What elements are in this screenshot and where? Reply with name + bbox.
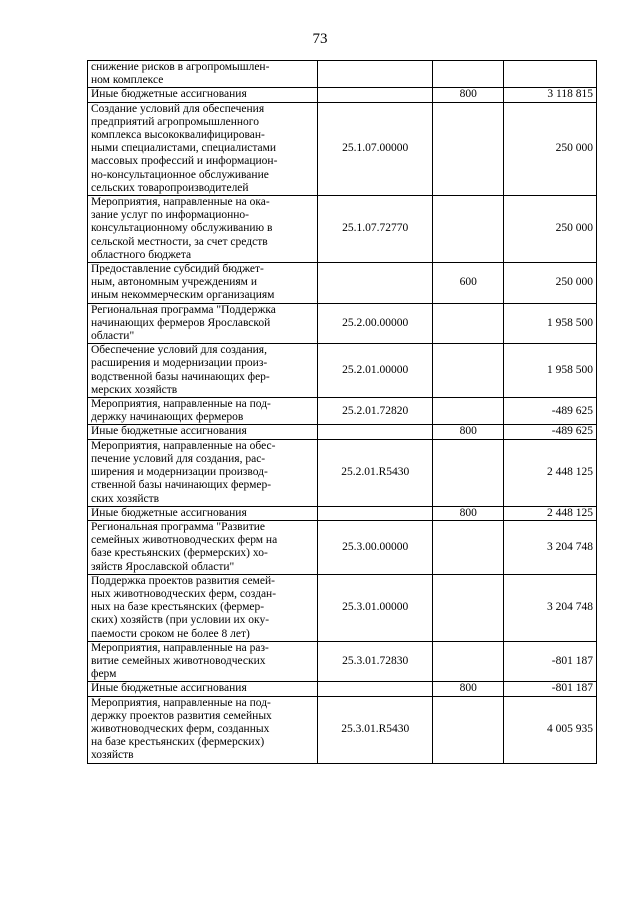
row-amount-cell: -489 625 bbox=[503, 425, 596, 439]
row-type-cell: 800 bbox=[433, 425, 504, 439]
row-code-cell: 25.3.01.R5430 bbox=[317, 696, 432, 763]
table-row bbox=[88, 263, 597, 304]
row-amount-cell: 250 000 bbox=[503, 102, 596, 195]
table-row bbox=[88, 641, 597, 682]
row-name-cell: Обеспечение условий для создания, расширения и модернизации произ- водственной базы начинающих фер- мерских хозяйств bbox=[88, 344, 318, 398]
row-code-cell bbox=[317, 506, 432, 520]
row-amount-cell: 4 005 935 bbox=[503, 696, 596, 763]
table-row bbox=[88, 88, 597, 102]
row-amount-cell: 1 958 500 bbox=[503, 303, 596, 344]
row-type-cell bbox=[433, 398, 504, 425]
row-name-cell: Мероприятия, направленные на ока- зание услуг по информационно- консультационному обслуживанию в сельской местности, за счет средств областного бюджета bbox=[88, 196, 318, 263]
row-code-cell bbox=[317, 425, 432, 439]
row-code-cell: 25.1.07.72770 bbox=[317, 196, 432, 263]
row-name-cell: Региональная программа "Развитие семейных животноводческих ферм на базе крестьянских (фермерских) хо- зяйств Ярославской области" bbox=[88, 520, 318, 574]
row-amount-cell: 3 204 748 bbox=[503, 574, 596, 641]
budget-table-body bbox=[88, 61, 597, 764]
row-amount-cell: -489 625 bbox=[503, 398, 596, 425]
row-code-cell: 25.3.01.00000 bbox=[317, 574, 432, 641]
row-amount-cell bbox=[503, 61, 596, 88]
table-row bbox=[88, 196, 597, 263]
table-row bbox=[88, 520, 597, 574]
row-name-cell: Иные бюджетные ассигнования bbox=[88, 506, 318, 520]
table-row bbox=[88, 682, 597, 696]
row-name-cell: Предоставление субсидий бюджет- ным, автономным учреждениям и иным некоммерческим организациям bbox=[88, 263, 318, 304]
row-name-cell: Иные бюджетные ассигнования bbox=[88, 88, 318, 102]
table-row bbox=[88, 439, 597, 506]
row-code-cell: 25.2.00.00000 bbox=[317, 303, 432, 344]
row-type-cell bbox=[433, 344, 504, 398]
row-name-cell: Иные бюджетные ассигнования bbox=[88, 682, 318, 696]
row-code-cell: 25.2.01.72820 bbox=[317, 398, 432, 425]
row-name-cell: Мероприятия, направленные на раз- витие семейных животноводческих ферм bbox=[88, 641, 318, 682]
row-type-cell bbox=[433, 196, 504, 263]
row-amount-cell: 3 204 748 bbox=[503, 520, 596, 574]
row-type-cell bbox=[433, 439, 504, 506]
row-amount-cell: 250 000 bbox=[503, 263, 596, 304]
row-amount-cell: 2 448 125 bbox=[503, 439, 596, 506]
row-amount-cell: 2 448 125 bbox=[503, 506, 596, 520]
row-code-cell bbox=[317, 682, 432, 696]
row-code-cell: 25.2.01.R5430 bbox=[317, 439, 432, 506]
table-row bbox=[88, 344, 597, 398]
row-type-cell bbox=[433, 520, 504, 574]
row-amount-cell: 250 000 bbox=[503, 196, 596, 263]
table-row bbox=[88, 61, 597, 88]
table-row bbox=[88, 425, 597, 439]
row-name-cell: Мероприятия, направленные на обес- печение условий для создания, рас- ширения и модернизации производ- ственной базы начинающих фермер- ских хозяйств bbox=[88, 439, 318, 506]
row-amount-cell: -801 187 bbox=[503, 682, 596, 696]
row-amount-cell: -801 187 bbox=[503, 641, 596, 682]
row-code-cell: 25.2.01.00000 bbox=[317, 344, 432, 398]
page-number: 73 bbox=[312, 31, 328, 47]
row-code-cell bbox=[317, 88, 432, 102]
row-amount-cell: 3 118 815 bbox=[503, 88, 596, 102]
row-name-cell: Региональная программа "Поддержка начинающих фермеров Ярославской области" bbox=[88, 303, 318, 344]
row-code-cell: 25.3.01.72830 bbox=[317, 641, 432, 682]
table-row bbox=[88, 696, 597, 763]
row-code-cell: 25.1.07.00000 bbox=[317, 102, 432, 195]
row-type-cell bbox=[433, 61, 504, 88]
row-code-cell bbox=[317, 263, 432, 304]
table-row bbox=[88, 102, 597, 195]
row-type-cell bbox=[433, 696, 504, 763]
row-name-cell: Поддержка проектов развития семей- ных животноводческих ферм, создан- ных на базе крестьянских (фермер- ских) хозяйств (при условии их оку- паемости сроком не более 8 лет) bbox=[88, 574, 318, 641]
row-code-cell bbox=[317, 61, 432, 88]
row-type-cell bbox=[433, 641, 504, 682]
row-type-cell bbox=[433, 303, 504, 344]
row-name-cell: Создание условий для обеспечения предприятий агропромышленного комплекса высококвалифицирован- ными специалистами, специалистами массовых профессий и информацион- но-консультационное обслуживание сельских товаропроизводителей bbox=[88, 102, 318, 195]
row-name-cell: снижение рисков в агропромышлен- ном комплексе bbox=[88, 61, 318, 88]
row-type-cell: 800 bbox=[433, 88, 504, 102]
row-type-cell: 800 bbox=[433, 506, 504, 520]
table-row bbox=[88, 506, 597, 520]
table-row bbox=[88, 398, 597, 425]
table-row bbox=[88, 303, 597, 344]
row-type-cell bbox=[433, 574, 504, 641]
row-type-cell: 800 bbox=[433, 682, 504, 696]
row-name-cell: Мероприятия, направленные на под- держку проектов развития семейных животноводческих ферм, созданных на базе крестьянских (фермерских) хозяйств bbox=[88, 696, 318, 763]
table-row bbox=[88, 574, 597, 641]
row-amount-cell: 1 958 500 bbox=[503, 344, 596, 398]
row-code-cell: 25.3.00.00000 bbox=[317, 520, 432, 574]
row-type-cell bbox=[433, 102, 504, 195]
budget-table bbox=[87, 60, 597, 764]
row-type-cell: 600 bbox=[433, 263, 504, 304]
row-name-cell: Иные бюджетные ассигнования bbox=[88, 425, 318, 439]
row-name-cell: Мероприятия, направленные на под- держку начинающих фермеров bbox=[88, 398, 318, 425]
